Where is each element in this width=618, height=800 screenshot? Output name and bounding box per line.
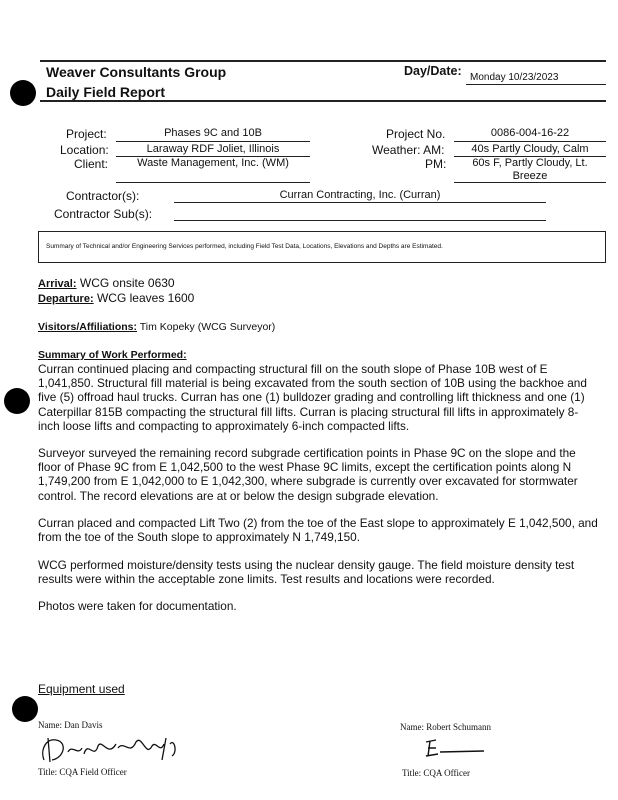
visitors-value: Tim Kopeky (WCG Surveyor) — [139, 321, 276, 333]
client-label: Client: — [74, 157, 109, 171]
departure-label: Departure: — [38, 293, 94, 305]
location-value: Laraway RDF Joliet, Illinois — [146, 143, 280, 155]
project-no-label: Project No. — [386, 127, 446, 141]
day-date-underline — [466, 84, 606, 85]
project-no-underline — [454, 141, 606, 142]
weather-am-value: 40s Partly Cloudy, Calm — [471, 143, 589, 155]
right-signer-title: Title: CQA Officer — [402, 768, 471, 778]
work-paragraph-4: WCG performed moisture/density tests using the nuclear density gauge. The field moisture density test results were within the acceptable zone limits. Test results and locations were recorded. — [38, 558, 575, 587]
day-date-label: Day/Date: — [404, 64, 462, 78]
header-bottom-rule — [40, 100, 606, 102]
project-underline — [116, 141, 310, 142]
client-value: Waste Management, Inc. (WM) — [137, 157, 289, 169]
punch-hole-bottom — [12, 696, 38, 722]
punch-hole-middle — [4, 388, 30, 414]
report-title: Daily Field Report — [46, 84, 166, 100]
day-date-value: Monday 10/23/2023 — [470, 72, 559, 83]
weather-am-label: Weather: AM: — [372, 143, 445, 157]
pm-underline — [454, 182, 606, 183]
company-name: Weaver Consultants Group — [46, 64, 227, 80]
project-value: Phases 9C and 10B — [164, 127, 262, 139]
contractor-subs-underline — [174, 220, 546, 221]
work-paragraph-1: Curran continued placing and compacting structural fill on the south slope of Phase 10B west of E 1,041,850. Structural fill material is being excavated from the south section of 10B using the backhoe and five (5) offroad haul trucks. Curran has one (1) bulldozer grading and controlling lift thickness and one (1) Caterpillar 815B compacting the structural fill lifts. Curran is placing structural fill lifts in approximately 8-inch loose lifts and compacting to approximately 6-inch compacted lifts. — [38, 362, 587, 433]
work-paragraph-5: Photos were taken for documentation. — [38, 599, 237, 613]
pm-label: PM: — [425, 157, 447, 171]
visitors-line — [38, 321, 275, 333]
pm-value-line2: Breeze — [512, 170, 548, 182]
contractors-label: Contractor(s): — [66, 189, 140, 203]
client-underline — [116, 182, 310, 183]
work-paragraph-3: Curran placed and compacted Lift Two (2) from the toe of the East slope to approximately E 1,042,500, and from the toe of the South slope to approximately N 1,749,150. — [38, 516, 598, 545]
arrival-line — [38, 276, 175, 290]
summary-note-text: Summary of Technical and/or Engineering Services performed, including Field Test Data, Locations, Elevations and Depths are Estimated. — [46, 243, 443, 250]
visitors-label: Visitors/Affiliations: — [38, 321, 137, 333]
location-label: Location: — [60, 143, 109, 157]
header-top-rule — [40, 60, 606, 62]
contractors-underline — [174, 202, 546, 203]
contractors-value: Curran Contracting, Inc. (Curran) — [279, 189, 441, 201]
left-signer-name: Name: Dan Davis — [38, 720, 103, 730]
departure-value: WCG leaves 1600 — [96, 291, 195, 305]
punch-hole-top — [10, 80, 36, 106]
pm-value-line1: 60s F, Partly Cloudy, Lt. — [472, 157, 588, 169]
right-signature — [420, 736, 490, 762]
work-paragraph-2: Surveyor surveyed the remaining record subgrade certification points in Phase 9C on the slope and the floor of Phase 9C from E 1,042,500 to the west Phase 9C limits, except the certification points along N 1,749,200 from E 1,042,000 to E 1,042,300, where subgrade is currently over excavated for stormwater control. The record elevations are at or below the design subgrade elevation. — [38, 446, 578, 503]
arrival-value: WCG onsite 0630 — [79, 276, 175, 290]
equipment-heading: Equipment used — [38, 682, 125, 696]
project-no-value: 0086-004-16-22 — [490, 127, 570, 139]
arrival-label: Arrival: — [38, 278, 77, 290]
left-signature — [38, 730, 188, 766]
departure-line — [38, 291, 194, 305]
left-signer-title: Title: CQA Field Officer — [38, 767, 127, 777]
right-signer-name: Name: Robert Schumann — [400, 722, 491, 732]
summary-heading: Summary of Work Performed: — [38, 349, 187, 361]
project-label: Project: — [66, 127, 107, 141]
contractor-subs-label: Contractor Sub(s): — [54, 207, 153, 221]
